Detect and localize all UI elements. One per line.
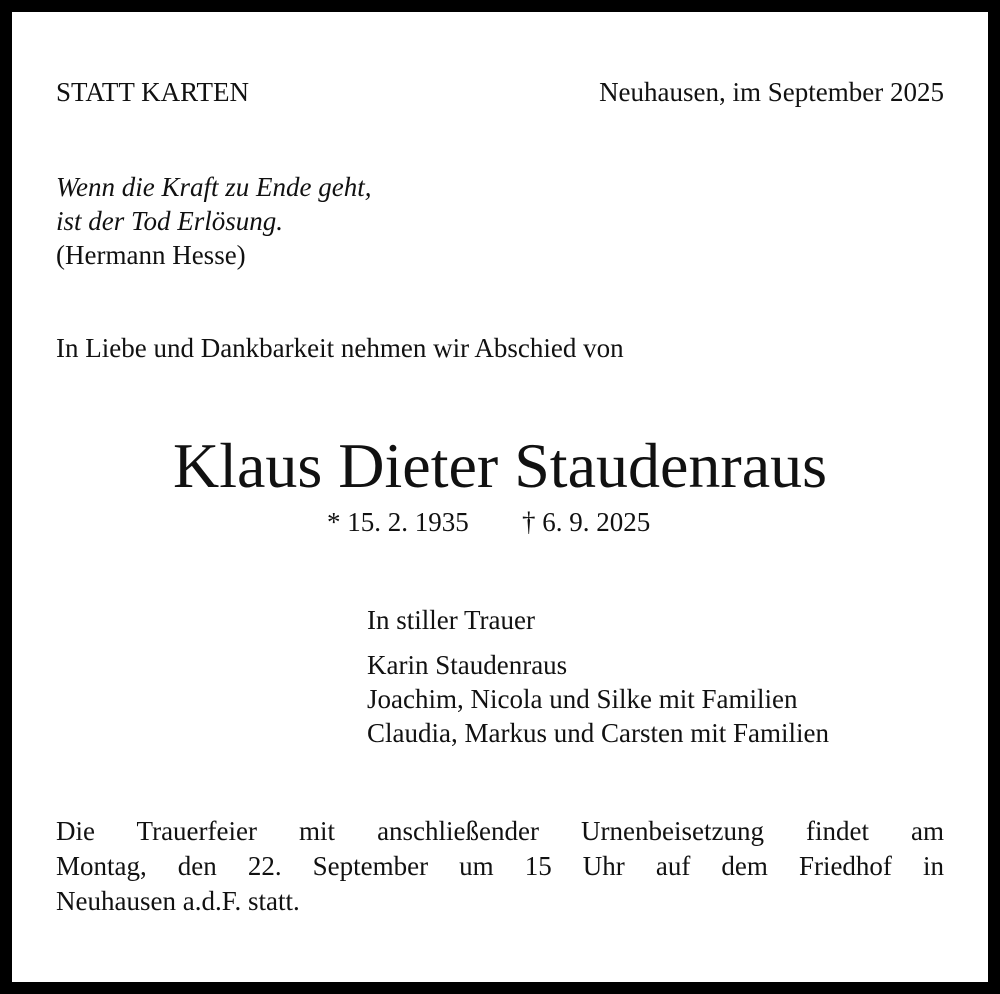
header-left: STATT KARTEN bbox=[56, 77, 249, 107]
ceremony-line-3: Neuhausen a.d.F. statt. bbox=[56, 886, 300, 916]
ceremony-info bbox=[56, 814, 944, 919]
quote-line-2: ist der Tod Erlösung. bbox=[56, 206, 284, 236]
deceased-name: Klaus Dieter Staudenraus bbox=[172, 430, 828, 501]
intro-text: In Liebe und Dankbarkeit nehmen wir Abschied von bbox=[56, 333, 624, 363]
ceremony-line-1: Die Trauerfeier mit anschließender Urnenbeisetzung findet am bbox=[56, 816, 944, 846]
quote-author: (Hermann Hesse) bbox=[56, 240, 246, 270]
birth-date: * 15. 2. 1935 bbox=[327, 507, 469, 537]
mourner-name: Claudia, Markus und Carsten mit Familien bbox=[367, 718, 829, 748]
death-date: † 6. 9. 2025 bbox=[522, 507, 651, 537]
mourner-name: Joachim, Nicola und Silke mit Familien bbox=[367, 684, 798, 714]
ceremony-line-2: Montag, den 22. September um 15 Uhr auf dem Friedhof in bbox=[56, 851, 944, 881]
mourner-name: Karin Staudenraus bbox=[367, 650, 568, 680]
mourners-heading: In stiller Trauer bbox=[367, 605, 535, 635]
obituary-card bbox=[12, 12, 988, 982]
header-right-date: Neuhausen, im September 2025 bbox=[599, 77, 944, 107]
quote-line-1: Wenn die Kraft zu Ende geht, bbox=[56, 172, 372, 202]
